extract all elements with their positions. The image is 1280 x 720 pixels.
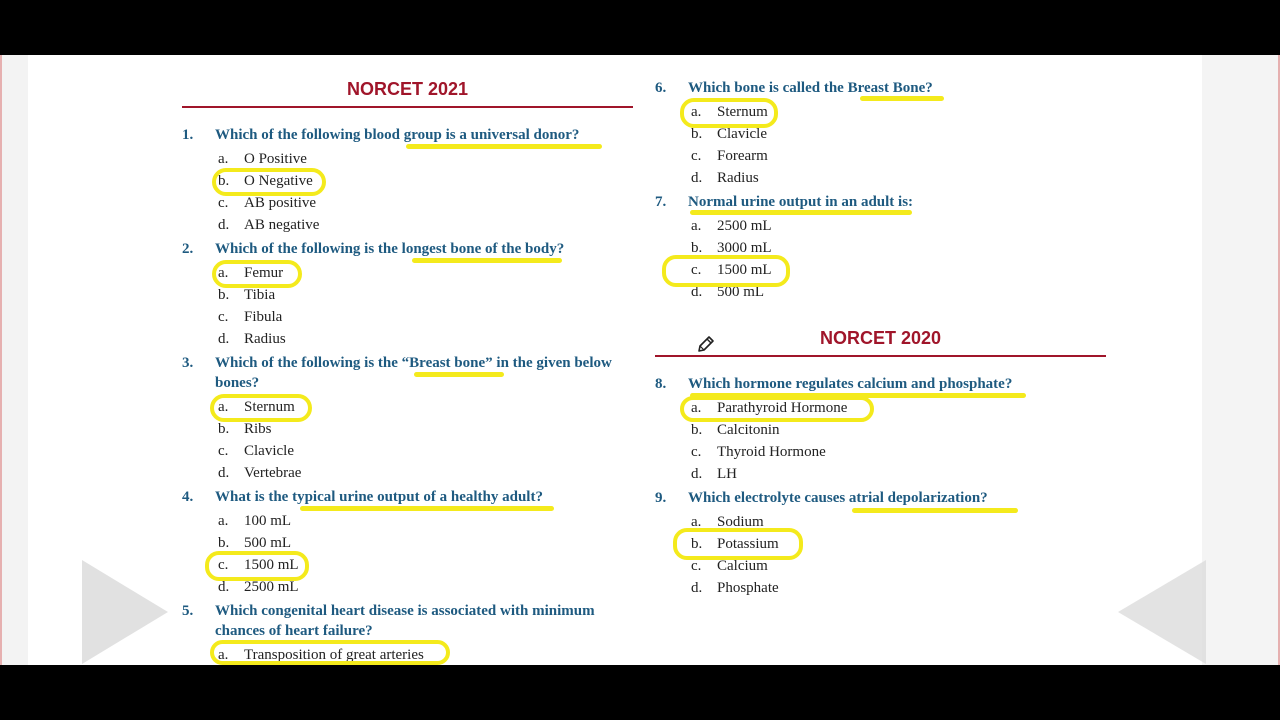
option-letter: b.	[218, 421, 230, 437]
option-text: 1500 mL	[244, 557, 299, 573]
question-text: Normal urine output in an adult is:	[688, 194, 914, 210]
question-number: 7.	[655, 194, 667, 210]
underline-q8	[690, 393, 1026, 398]
underline-q3	[414, 372, 504, 377]
option-text: 1500 mL	[717, 262, 772, 278]
option-text: Radius	[244, 331, 286, 347]
question-8	[655, 374, 1115, 394]
section-title-norcet-2020: NORCET 2020	[819, 328, 942, 348]
question-text-line-1: Which congenital heart disease is associated with minimum	[215, 603, 595, 619]
option-letter: a.	[218, 151, 229, 167]
underline-q6	[860, 96, 944, 101]
option-text: 2500 mL	[244, 579, 299, 595]
option-text: O Negative	[244, 173, 313, 189]
option-text: Sternum	[717, 104, 768, 120]
option-letter: d.	[218, 465, 230, 481]
question-text-line-2: chances of heart failure?	[215, 623, 373, 639]
option-text: Vertebrae	[244, 465, 302, 481]
section-title-norcet-2021: NORCET 2021	[346, 79, 469, 99]
option-letter: b.	[691, 126, 703, 142]
option-letter: c.	[218, 195, 229, 211]
question-text: Which hormone regulates calcium and phosphate?	[688, 376, 1013, 392]
answer-highlight-8a	[680, 396, 874, 422]
option-text: 500 mL	[244, 535, 292, 551]
question-number: 5.	[182, 603, 194, 619]
option-text: 500 mL	[717, 284, 765, 300]
option-text: Calcium	[717, 558, 768, 574]
option-text: Parathyroid Hormone	[717, 400, 848, 416]
answer-highlight-4c	[205, 551, 309, 581]
question-number: 2.	[182, 241, 194, 257]
option-letter: a.	[218, 399, 229, 415]
option-text: Clavicle	[244, 443, 294, 459]
option-text: O Positive	[244, 151, 307, 167]
option-text: Tibia	[244, 287, 276, 303]
question-text: What is the typical urine output of a healthy adult?	[215, 489, 543, 505]
question-text: Which bone is called the Breast Bone?	[688, 80, 933, 96]
question-5	[182, 601, 642, 641]
answer-highlight-6a	[680, 98, 778, 128]
underline-q9	[852, 508, 1018, 513]
page-margin-right	[1202, 55, 1280, 665]
question-3	[182, 353, 642, 393]
option-letter: a.	[691, 514, 702, 530]
option-letter: b.	[691, 536, 703, 552]
option-letter: c.	[691, 262, 702, 278]
option-letter: d.	[218, 331, 230, 347]
question-4	[182, 487, 642, 507]
option-text: Calcitonin	[717, 422, 780, 438]
question-text: Which of the following is the longest bone of the body?	[215, 241, 565, 257]
option-letter: d.	[691, 170, 703, 186]
question-text: Which electrolyte causes atrial depolarization?	[688, 490, 988, 506]
option-text: Thyroid Hormone	[717, 444, 826, 460]
question-7	[655, 192, 1115, 212]
option-letter: a.	[691, 104, 702, 120]
decorative-triangle-right	[1118, 560, 1206, 664]
option-letter: d.	[691, 580, 703, 596]
option-letter: c.	[691, 444, 702, 460]
option-text: Sternum	[244, 399, 295, 415]
option-letter: a.	[218, 647, 229, 663]
option-letter: b.	[691, 422, 703, 438]
option-letter: b.	[218, 535, 230, 551]
answer-highlight-3a	[210, 394, 312, 422]
option-text: Potassium	[717, 536, 779, 552]
option-letter: d.	[691, 466, 703, 482]
page-margin-left	[0, 55, 28, 665]
answer-highlight-5a	[210, 640, 450, 665]
option-text: Fibula	[244, 309, 283, 325]
question-6	[655, 78, 1115, 98]
option-text: 100 mL	[244, 513, 292, 529]
option-letter: d.	[691, 284, 703, 300]
option-text: Forearm	[717, 148, 768, 164]
question-1	[182, 125, 642, 145]
option-text: AB positive	[244, 195, 317, 211]
option-letter: c.	[218, 309, 229, 325]
option-text: Transposition of great arteries	[244, 647, 424, 663]
underline-q1	[406, 144, 602, 149]
option-letter: c.	[218, 443, 229, 459]
pencil-icon[interactable]	[696, 334, 716, 354]
question-number: 3.	[182, 355, 194, 371]
question-text-line-1: Which of the following is the “Breast bone” in the given below	[215, 355, 612, 371]
option-text: 2500 mL	[717, 218, 772, 234]
option-text: Phosphate	[717, 580, 779, 596]
option-letter: a.	[218, 513, 229, 529]
question-number: 6.	[655, 80, 667, 96]
answer-highlight-9b	[673, 528, 803, 560]
underline-q7	[690, 210, 912, 215]
option-text: Sodium	[717, 514, 764, 530]
underline-q4	[300, 506, 554, 511]
question-number: 8.	[655, 376, 667, 392]
question-2	[182, 239, 642, 259]
section-divider	[182, 106, 633, 108]
question-number: 4.	[182, 489, 194, 505]
answer-highlight-2a	[212, 260, 302, 288]
option-letter: b.	[691, 240, 703, 256]
option-letter: b.	[218, 287, 230, 303]
question-number: 9.	[655, 490, 667, 506]
option-letter: d.	[218, 579, 230, 595]
decorative-triangle-left	[82, 560, 168, 664]
option-letter: b.	[218, 173, 230, 189]
option-letter: a.	[218, 265, 229, 281]
underline-q2	[412, 258, 562, 263]
option-letter: a.	[691, 218, 702, 234]
option-letter: a.	[691, 400, 702, 416]
option-letter: c.	[218, 557, 229, 573]
option-letter: d.	[218, 217, 230, 233]
option-text: Ribs	[244, 421, 272, 437]
option-letter: c.	[691, 558, 702, 574]
option-text: LH	[717, 466, 737, 482]
option-text: AB negative	[244, 217, 320, 233]
question-text-line-2: bones?	[215, 375, 260, 391]
option-text: Radius	[717, 170, 759, 186]
question-text: Which of the following blood group is a universal donor?	[215, 127, 580, 143]
option-text: Clavicle	[717, 126, 767, 142]
question-number: 1.	[182, 127, 194, 143]
section-divider	[655, 355, 1106, 357]
option-text: 3000 mL	[717, 240, 772, 256]
option-text: Femur	[244, 265, 284, 281]
answer-highlight-7c	[662, 255, 790, 287]
option-letter: c.	[691, 148, 702, 164]
answer-highlight-1b	[212, 168, 326, 196]
question-9	[655, 488, 1115, 508]
